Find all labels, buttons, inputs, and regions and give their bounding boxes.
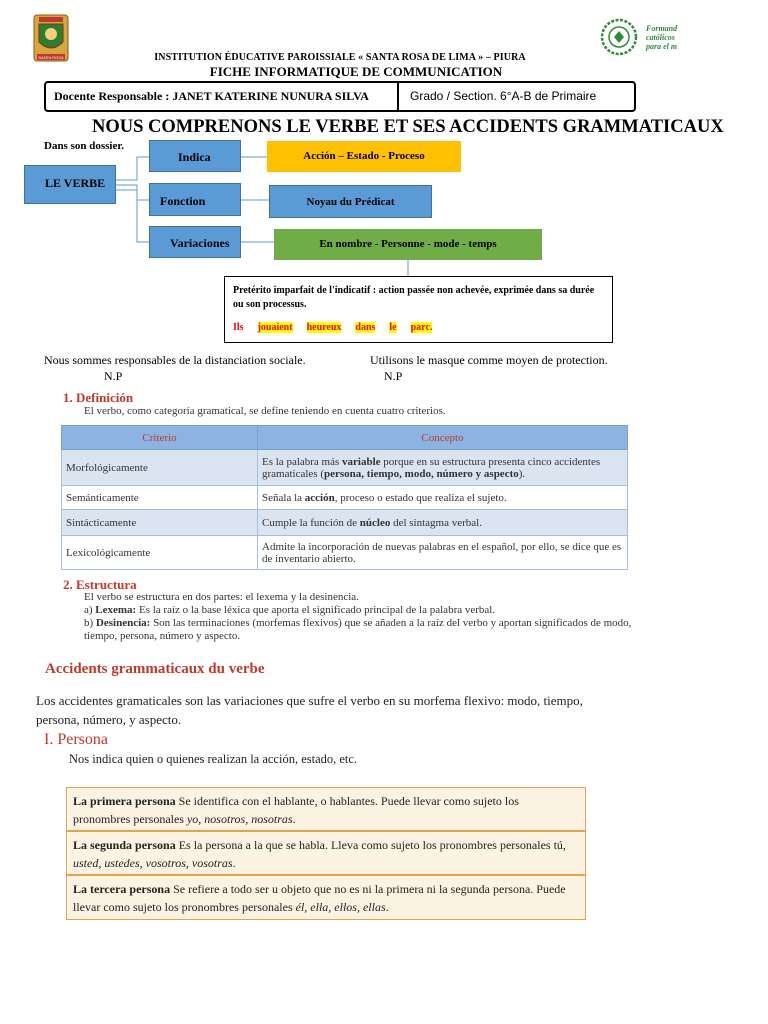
criterio-cell: Semánticamente <box>62 486 258 510</box>
segunda-persona-box: La segunda persona Es la persona a la que se habla. Lleva como sujeto los pronombres personales tú, usted, ustedes, vosotros, vosotras. <box>66 831 586 875</box>
criteria-table <box>61 425 628 570</box>
example-word: le <box>389 322 397 333</box>
example-word: Ils <box>233 322 244 333</box>
verbe-root-box: LE VERBE <box>24 165 116 204</box>
table-row <box>62 510 628 536</box>
fiche-title: FICHE INFORMATIQUE DE COMMUNICATION <box>209 64 503 79</box>
indica-value: Acción – Estado - Proceso <box>267 141 461 172</box>
estructura-intro: El verbo se estructura en dos partes: el lexema y la desinencia. <box>84 591 359 603</box>
dossier-label: Dans son dossier. <box>44 140 124 152</box>
lexema-item: a) Lexema: Es la raíz o la base léxica que aporta el significado principal de la palabra verbal. <box>84 604 496 616</box>
definicion-text: El verbo, como categoría gramatical, se define teniendo en cuenta cuatro criterios. <box>84 405 446 417</box>
primera-persona-box: La primera persona Se identifica con el hablante, o hablantes. Puede llevar como sujeto los pronombres personales yo, nosotros, nosotras. <box>66 787 586 831</box>
persona-subtitle: Nos indica quien o quienes realizan la acción, estado, etc. <box>69 752 358 766</box>
branch-variaciones: Variaciones <box>149 226 241 258</box>
table-row <box>62 450 628 486</box>
branch-fonction: Fonction <box>149 183 241 216</box>
criterio-cell: Sintácticamente <box>62 510 258 536</box>
grade-section: Grado / Section. 6°A-B de Primaire <box>410 89 597 103</box>
table-header: Concepto <box>258 426 628 450</box>
example-word: dans <box>355 322 376 333</box>
table-row <box>62 536 628 570</box>
persona-title: I. Persona <box>44 731 108 748</box>
table-header: Criterio <box>62 426 258 450</box>
accidents-text: Los accidentes gramaticales son las variaciones que sufre el verbo en su morfema flexivo: modo, tiempo, persona, número, y aspecto. <box>36 693 583 727</box>
estructura-text <box>84 591 634 643</box>
brand-line: católicos <box>646 33 675 42</box>
variaciones-value: En nombre - Personne - mode - temps <box>274 229 542 260</box>
example-word: jouaient <box>257 322 293 333</box>
preterito-definition: Pretérito imparfait de l'indicatif : action passée non achevée, exprimée dans sa durée ou son processus. <box>233 285 595 310</box>
concepto-cell: Es la palabra más variable porque en su estructura presenta cinco accidentes gramaticales (persona, tiempo, modo, número y aspecto). <box>258 450 628 486</box>
page-title: NOUS COMPRENONS LE VERBE ET SES ACCIDENTS GRAMMATICAUX <box>92 117 724 137</box>
concepto-cell: Señala la acción, proceso o estado que realiza el sujeto. <box>258 486 628 510</box>
example-word: parc. <box>410 322 433 333</box>
note-distancing: Nous sommes responsables de la distanciation sociale. <box>44 353 306 367</box>
tercera-persona-box: La tercera persona Se refiere a todo ser u objeto que no es ni la primera ni la segunda persona. Puede llevar como sujeto los pronombres personales él, ella, ellos, ellas. <box>66 875 586 920</box>
definicion-title: 1. Definición <box>63 390 134 405</box>
example-sentence <box>233 322 446 333</box>
estructura-title: 2. Estructura <box>63 577 137 592</box>
desinencia-item: b) Desinencia: Son las terminaciones (morfemas flexivos) que se añaden a la raíz del verbo y aportan significados de modo, tiempo, persona, número y aspecto. <box>84 617 632 642</box>
branch-indica: Indica <box>149 140 241 172</box>
concepto-cell: Admite la incorporación de nuevas palabras en el español, por ello, se dice que es de inventario abierto. <box>258 536 628 570</box>
note-mask: Utilisons le masque comme moyen de protection. <box>370 353 608 367</box>
teacher-name: Docente Responsable : JANET KATERINE NUNURA SILVA <box>54 89 369 103</box>
table-row <box>62 486 628 510</box>
example-word: heureux <box>306 322 342 333</box>
np-label: N.P <box>384 369 403 383</box>
criterio-cell: Morfológicamente <box>62 450 258 486</box>
brand-line: para el m <box>646 42 678 51</box>
accidents-title: Accidents grammaticaux du verbe <box>45 661 265 677</box>
fonction-value: Noyau du Prédicat <box>269 185 432 218</box>
criterio-cell: Lexicológicamente <box>62 536 258 570</box>
logo-caption: SANTA ROSA <box>38 55 64 60</box>
institution-name: INSTITUTION ÉDUCATIVE PAROISSIALE « SANTA ROSA DE LIMA » – PIURA <box>154 52 526 63</box>
brand-line: Formand <box>646 24 678 33</box>
concepto-cell: Cumple la función de núcleo del sintagma verbal. <box>258 510 628 536</box>
np-label: N.P <box>104 369 123 383</box>
